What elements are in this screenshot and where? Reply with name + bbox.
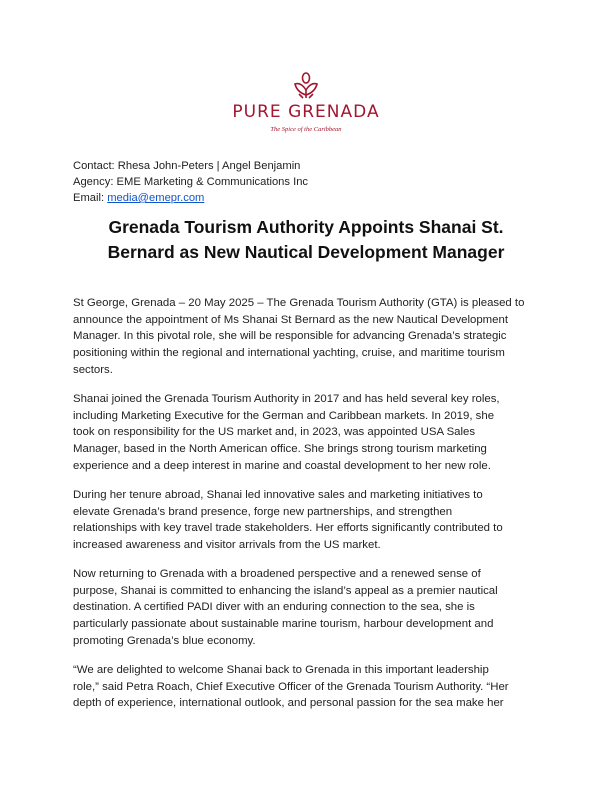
email-line — [73, 190, 308, 206]
text-line: relationships with key travel trade stakeholders. Her efforts significantly contributed to — [73, 522, 503, 535]
text-line: Manager. In this pivotal role, she will be responsible for advancing Grenada’s strategic — [73, 330, 507, 343]
text-line: depth of experience, international outlook, and personal passion for the sea make her — [73, 697, 504, 710]
pure-grenada-logo — [0, 70, 612, 133]
paragraph — [73, 662, 543, 712]
contact-line: Contact: Rhesa John-Peters | Angel Benjamin — [73, 160, 301, 172]
text-line: St George, Grenada – 20 May 2025 – The Grenada Tourism Authority (GTA) is pleased to — [73, 297, 525, 309]
text-line: purpose, Shanai is committed to enhancing the island’s appeal as a premier nautical — [73, 584, 498, 597]
article-body — [73, 295, 543, 724]
agency-line: Agency: EME Marketing & Communications Inc — [73, 176, 309, 188]
brand-tagline: The Spice of the Caribbean — [270, 126, 342, 133]
press-release-title — [60, 215, 552, 265]
email-link[interactable]: media@emepr.com — [107, 192, 205, 204]
text-line: Shanai joined the Grenada Tourism Authority in 2017 and has held several key roles, — [73, 392, 500, 405]
brand-name: PURE GRENADA — [232, 102, 380, 122]
text-line: experience and a deep interest in marine and coastal development to her new role. — [73, 459, 491, 472]
text-line: took on responsibility for the US market and, in 2023, was appointed USA Sales — [73, 426, 476, 439]
text-line: elevate Grenada’s brand presence, forge new partnerships, and strengthen — [73, 505, 453, 518]
text-line: Manager, based in the North American office. She brings strong tourism marketing — [73, 443, 487, 456]
text-line: sectors. — [73, 363, 113, 376]
paragraph — [73, 487, 543, 554]
text-line: “We are delighted to welcome Shanai back to Grenada in this important leadership — [73, 663, 489, 676]
contact-block — [73, 158, 308, 206]
nutmeg-emblem-icon — [291, 70, 321, 100]
text-line: announce the appointment of Ms Shanai St Bernard as the new Nautical Development — [73, 313, 509, 326]
text-line: promoting Grenada’s blue economy. — [73, 634, 256, 647]
text-line: role,” said Petra Roach, Chief Executive Officer of the Grenada Tourism Authority. “Her — [73, 680, 509, 693]
text-line: positioning within the regional and international yachting, cruise, and maritime tourism — [73, 347, 505, 360]
paragraph — [73, 295, 543, 379]
text-line: increased awareness and visitor arrivals from the US market. — [73, 538, 381, 551]
paragraph — [73, 566, 543, 650]
text-line: destination. A certified PADI diver with an enduring connection to the sea, she is — [73, 601, 475, 614]
text-line: including Marketing Executive for the German and Caribbean markets. In 2019, she — [73, 409, 495, 422]
email-label: Email: — [73, 192, 108, 204]
paragraph — [73, 391, 543, 475]
text-line: During her tenure abroad, Shanai led innovative sales and marketing initiatives to — [73, 488, 483, 501]
text-line: Now returning to Grenada with a broadened perspective and a renewed sense of — [73, 568, 481, 581]
title-line: Grenada Tourism Authority Appoints Shanai St. — [108, 217, 504, 237]
text-line: particularly passionate about sustainable marine tourism, harbour development and — [73, 618, 494, 631]
title-line: Bernard as New Nautical Development Manager — [107, 242, 505, 262]
